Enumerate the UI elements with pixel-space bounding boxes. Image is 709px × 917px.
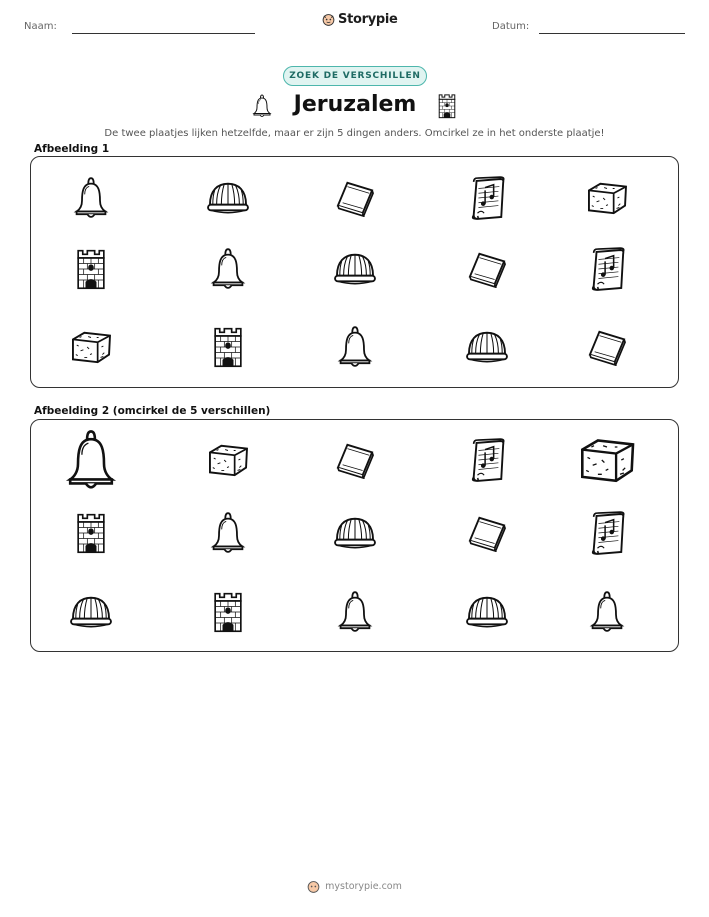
instructions: De twee plaatjes lijken hetzelfde, maar er zijn 5 dingen anders. Omcirkel ze in het onderste plaatje! — [104, 128, 605, 139]
tower-icon[interactable] — [74, 511, 108, 555]
brand-name: Storypie — [338, 12, 398, 27]
name-field[interactable] — [72, 33, 255, 34]
page-title: Jeruzalem — [293, 92, 417, 117]
stone-icon[interactable] — [205, 441, 251, 479]
title-bell-icon — [252, 92, 272, 125]
book-icon[interactable] — [334, 441, 376, 479]
book-icon — [586, 328, 628, 366]
picture-2-label: Afbeelding 2 (omcirkel de 5 verschillen) — [34, 405, 271, 417]
bell-icon[interactable] — [589, 589, 625, 635]
dome-icon — [332, 250, 378, 288]
footer — [0, 880, 709, 893]
bell-icon[interactable] — [337, 589, 373, 635]
dome-icon[interactable] — [68, 593, 114, 631]
bell-icon — [73, 175, 109, 221]
book-icon — [334, 179, 376, 217]
dome-icon[interactable] — [464, 593, 510, 631]
picture-2-panel — [30, 419, 679, 652]
activity-type-badge: ZOEK DE VERSCHILLEN — [283, 66, 427, 86]
stone-icon[interactable] — [575, 434, 639, 486]
picture-1-label: Afbeelding 1 — [34, 143, 110, 155]
bell-icon — [337, 324, 373, 370]
stone-icon — [68, 328, 114, 366]
scroll-icon — [468, 175, 506, 221]
book-icon — [466, 250, 508, 288]
storypie-logo — [322, 12, 398, 27]
tower-icon — [211, 325, 245, 369]
storypie-mascot-icon — [307, 880, 320, 893]
book-icon[interactable] — [466, 514, 508, 552]
dome-icon — [464, 328, 510, 366]
date-field[interactable] — [539, 33, 685, 34]
date-label: Datum: — [492, 21, 530, 32]
scroll-icon[interactable] — [468, 437, 506, 483]
bell-icon — [210, 246, 246, 292]
scroll-icon[interactable] — [588, 510, 626, 556]
tower-icon — [74, 247, 108, 291]
storypie-mascot-icon — [322, 13, 335, 26]
scroll-icon — [588, 246, 626, 292]
tower-icon[interactable] — [211, 590, 245, 634]
footer-url[interactable]: mystorypie.com — [325, 881, 402, 892]
name-label: Naam: — [24, 21, 57, 32]
bell-icon[interactable] — [210, 510, 246, 556]
picture-1-panel — [30, 156, 679, 388]
dome-icon[interactable] — [332, 514, 378, 552]
dome-icon — [205, 179, 251, 217]
bell-icon[interactable] — [65, 427, 117, 493]
stone-icon — [584, 179, 630, 217]
title-tower-icon — [437, 92, 457, 125]
